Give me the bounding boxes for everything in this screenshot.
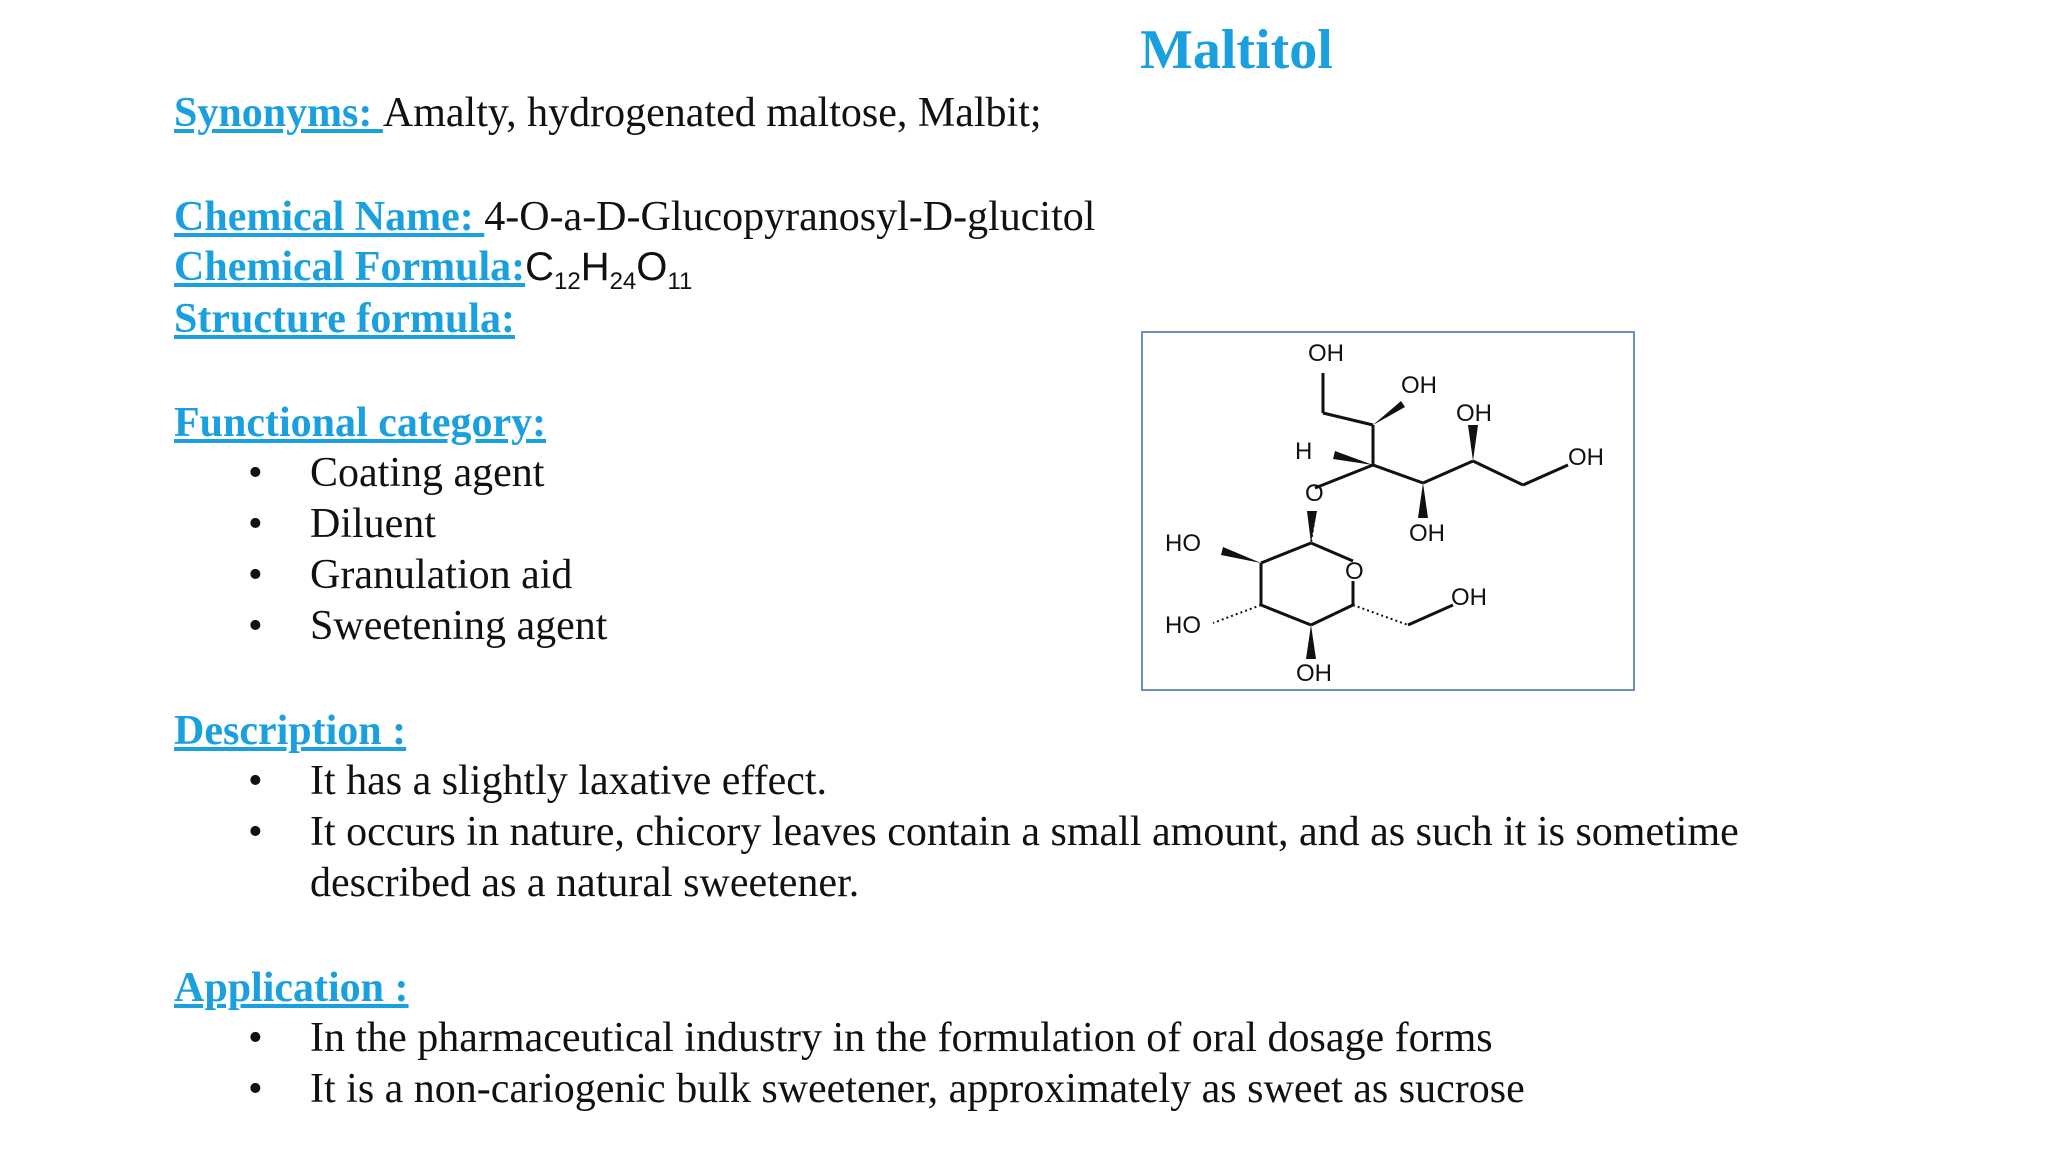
ho-label: HO (1165, 612, 1201, 639)
functional-category-list (240, 448, 607, 652)
application-label: Application : (174, 965, 409, 1011)
list-item (240, 601, 607, 652)
structure-diagram (1143, 333, 1637, 693)
formula-c: C (525, 245, 554, 289)
structure-formula-label: Structure formula: (174, 296, 515, 342)
ho-label: HO (1165, 530, 1201, 557)
list-item-text: Coating agent (310, 450, 545, 496)
synonyms-value: Amalty, hydrogenated maltose, Malbit; (382, 90, 1042, 136)
synonyms-label: Synonyms: (174, 90, 383, 136)
list-item (240, 807, 1739, 858)
list-item (240, 756, 1739, 807)
application-list (240, 1013, 1525, 1115)
list-item-text: It occurs in nature, chicory leaves contain a small amount, and as such it is sometime (310, 809, 1739, 855)
oh-label: OH (1568, 444, 1604, 471)
page-title: Maltitol (1140, 19, 1333, 81)
chemical-name-label: Chemical Name: (174, 194, 485, 240)
formula-h: H (580, 245, 610, 289)
description-label: Description : (174, 708, 407, 754)
structure-formula-line (174, 298, 515, 340)
formula-o-count: 11 (667, 268, 693, 295)
bullet-icon: • (248, 450, 263, 496)
functional-category-heading (174, 402, 546, 444)
list-item (240, 499, 607, 550)
list-item (240, 1064, 1525, 1115)
formula-c-count: 12 (553, 268, 581, 295)
list-item-text: Granulation aid (310, 552, 573, 598)
bullet-icon: • (248, 501, 263, 547)
list-item-text: It is a non-cariogenic bulk sweetener, approximately as sweet as sucrose (310, 1066, 1525, 1112)
h-label: H (1295, 438, 1313, 465)
oh-label: OH (1296, 660, 1332, 687)
oh-label: OH (1308, 340, 1344, 367)
bullet-icon: • (248, 552, 263, 598)
list-item-text: described as a natural sweetener. (310, 860, 860, 906)
oh-label: OH (1451, 584, 1487, 611)
chemical-name-line (174, 196, 1095, 238)
o-label: O (1345, 558, 1364, 585)
maltitol-structure-image (1141, 331, 1635, 691)
bullet-icon: • (248, 1066, 263, 1112)
formula-h-count: 24 (609, 268, 637, 295)
list-item-text: Diluent (310, 501, 436, 547)
list-item (240, 448, 607, 499)
chemical-name-value: 4-O-a-D-Glucopyranosyl-D-glucitol (484, 194, 1096, 240)
o-label: O (1305, 480, 1324, 507)
chemical-formula-line (174, 246, 692, 294)
chemical-formula-label: Chemical Formula: (174, 244, 526, 290)
bullet-icon: • (248, 1015, 263, 1061)
application-heading (174, 967, 409, 1009)
list-item (240, 550, 607, 601)
bullet-icon: • (248, 603, 263, 649)
bullet-icon: • (248, 809, 263, 855)
list-item-text: In the pharmaceutical industry in the formulation of oral dosage forms (310, 1015, 1493, 1061)
description-heading (174, 710, 406, 752)
synonyms-line (174, 92, 1042, 134)
functional-category-label: Functional category: (174, 400, 547, 446)
bullet-icon: • (248, 758, 263, 804)
list-item-continuation (240, 858, 1739, 909)
list-item-text: It has a slightly laxative effect. (310, 758, 828, 804)
oh-label: OH (1401, 372, 1437, 399)
oh-label: OH (1456, 400, 1492, 427)
formula-o: O (636, 245, 668, 289)
oh-label: OH (1409, 520, 1445, 547)
description-list (240, 756, 1739, 909)
list-item (240, 1013, 1525, 1064)
chemical-formula-value (525, 245, 693, 295)
list-item-text: Sweetening agent (310, 603, 608, 649)
